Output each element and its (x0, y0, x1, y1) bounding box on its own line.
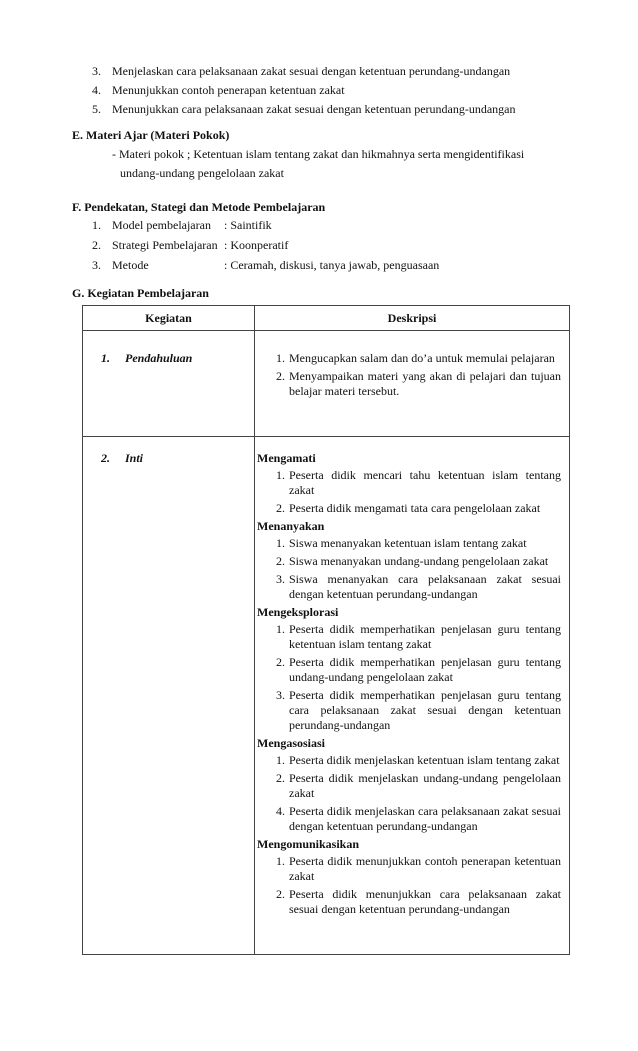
kegiatan-table (82, 305, 570, 955)
materi-line-1: - Materi pokok ; Ketentuan islam tentang zakat dan hikmahnya serta mengidentifikasi (112, 147, 525, 161)
list-item: 1. Model pembelajaran : Saintifik (92, 218, 272, 232)
mengomunikasikan-list (257, 854, 561, 917)
list-item: 3. Metode : Ceramah, diskusi, tanya jawab, penguasaan (92, 258, 440, 272)
list-item: 1. Peserta didik memperhatikan penjelasan guru tentang ketentuan islam tentang zakat (276, 622, 561, 651)
group-title-mengeksplorasi: Mengeksplorasi (257, 605, 339, 619)
list-item: 2. Peserta didik menjelaskan undang-undang pengelolaan zakat (276, 771, 561, 800)
group-title-mengasosiasi: Mengasosiasi (257, 736, 326, 750)
mengamati-list (257, 468, 561, 516)
list-item: 1. Peserta didik mencari tahu ketentuan islam tentang zakat (276, 468, 561, 497)
list-item: 1. Mengucapkan salam dan do’a untuk memulai pelajaran (276, 351, 555, 365)
materi-line-2: undang-undang pengelolaan zakat (120, 166, 284, 180)
list-item: 2. Peserta didik memperhatikan penjelasan guru tentang undang-undang pengelolaan zakat (276, 655, 561, 684)
description-cell (255, 437, 570, 955)
mengasosiasi-list (257, 753, 561, 834)
table-row (83, 331, 570, 437)
list-item: 1. Peserta didik menjelaskan ketentuan islam tentang zakat (276, 753, 560, 767)
method-list (92, 218, 439, 278)
list-item: 2. Siswa menanyakan undang-undang pengelolaan zakat (276, 554, 549, 568)
list-item: 2. Strategi Pembelajaran : Koonperatif (92, 238, 289, 252)
mengeksplorasi-list (257, 622, 561, 733)
list-item: 1. Siswa menanyakan ketentuan islam tentang zakat (276, 536, 527, 550)
pendahuluan-list (257, 351, 561, 399)
group-title-mengamati: Mengamati (257, 451, 316, 465)
list-item: 5. Menunjukkan cara pelaksanaan zakat sesuai dengan ketentuan perundang-undangan (92, 102, 516, 116)
list-item: 3. Siswa menanyakan cara pelaksanaan zakat sesuai dengan ketentuan perundang-undangan (276, 572, 561, 601)
section-g-heading: G. Kegiatan Pembelajaran (72, 286, 209, 300)
list-item: 3. Peserta didik memperhatikan penjelasan guru tentang cara pelaksanaan zakat sesuai dengan ketentuan perundang-undangan (276, 688, 561, 732)
list-item: 4. Peserta didik menjelaskan cara pelaksanaan zakat sesuai dengan ketentuan perundang-undangan (276, 804, 561, 833)
phase-pendahuluan: 1. Pendahuluan (101, 351, 193, 365)
menanyakan-list (257, 536, 561, 602)
objectives-list (92, 64, 516, 121)
table-row (83, 437, 570, 955)
group-title-mengomunikasikan: Mengomunikasikan (257, 837, 360, 851)
phase-cell (83, 331, 255, 437)
list-item: 2. Peserta didik menunjukkan cara pelaksanaan zakat sesuai dengan ketentuan perundang-undangan (276, 887, 561, 916)
list-item: 4. Menunjukkan contoh penerapan ketentuan zakat (92, 83, 345, 97)
list-item: 3. Menjelaskan cara pelaksanaan zakat sesuai dengan ketentuan perundang-undangan (92, 64, 511, 78)
column-header-kegiatan: Kegiatan (83, 306, 255, 331)
phase-inti: 2. Inti (101, 451, 144, 465)
description-cell (255, 331, 570, 437)
table-header-row (83, 306, 570, 331)
group-title-menanyakan: Menanyakan (257, 519, 325, 533)
materi-pokok-paragraph (112, 147, 552, 181)
section-f-heading: F. Pendekatan, Stategi dan Metode Pembelajaran (72, 200, 326, 214)
column-header-deskripsi: Deskripsi (255, 306, 570, 331)
phase-cell (83, 437, 255, 955)
list-item: 1. Peserta didik menunjukkan contoh penerapan ketentuan zakat (276, 854, 561, 883)
list-item: 2. Menyampaikan materi yang akan di pelajari dan tujuan belajar materi tersebut. (276, 369, 561, 398)
list-item: 2. Peserta didik mengamati tata cara pengelolaan zakat (276, 501, 541, 515)
section-e-heading: E. Materi Ajar (Materi Pokok) (72, 128, 230, 142)
